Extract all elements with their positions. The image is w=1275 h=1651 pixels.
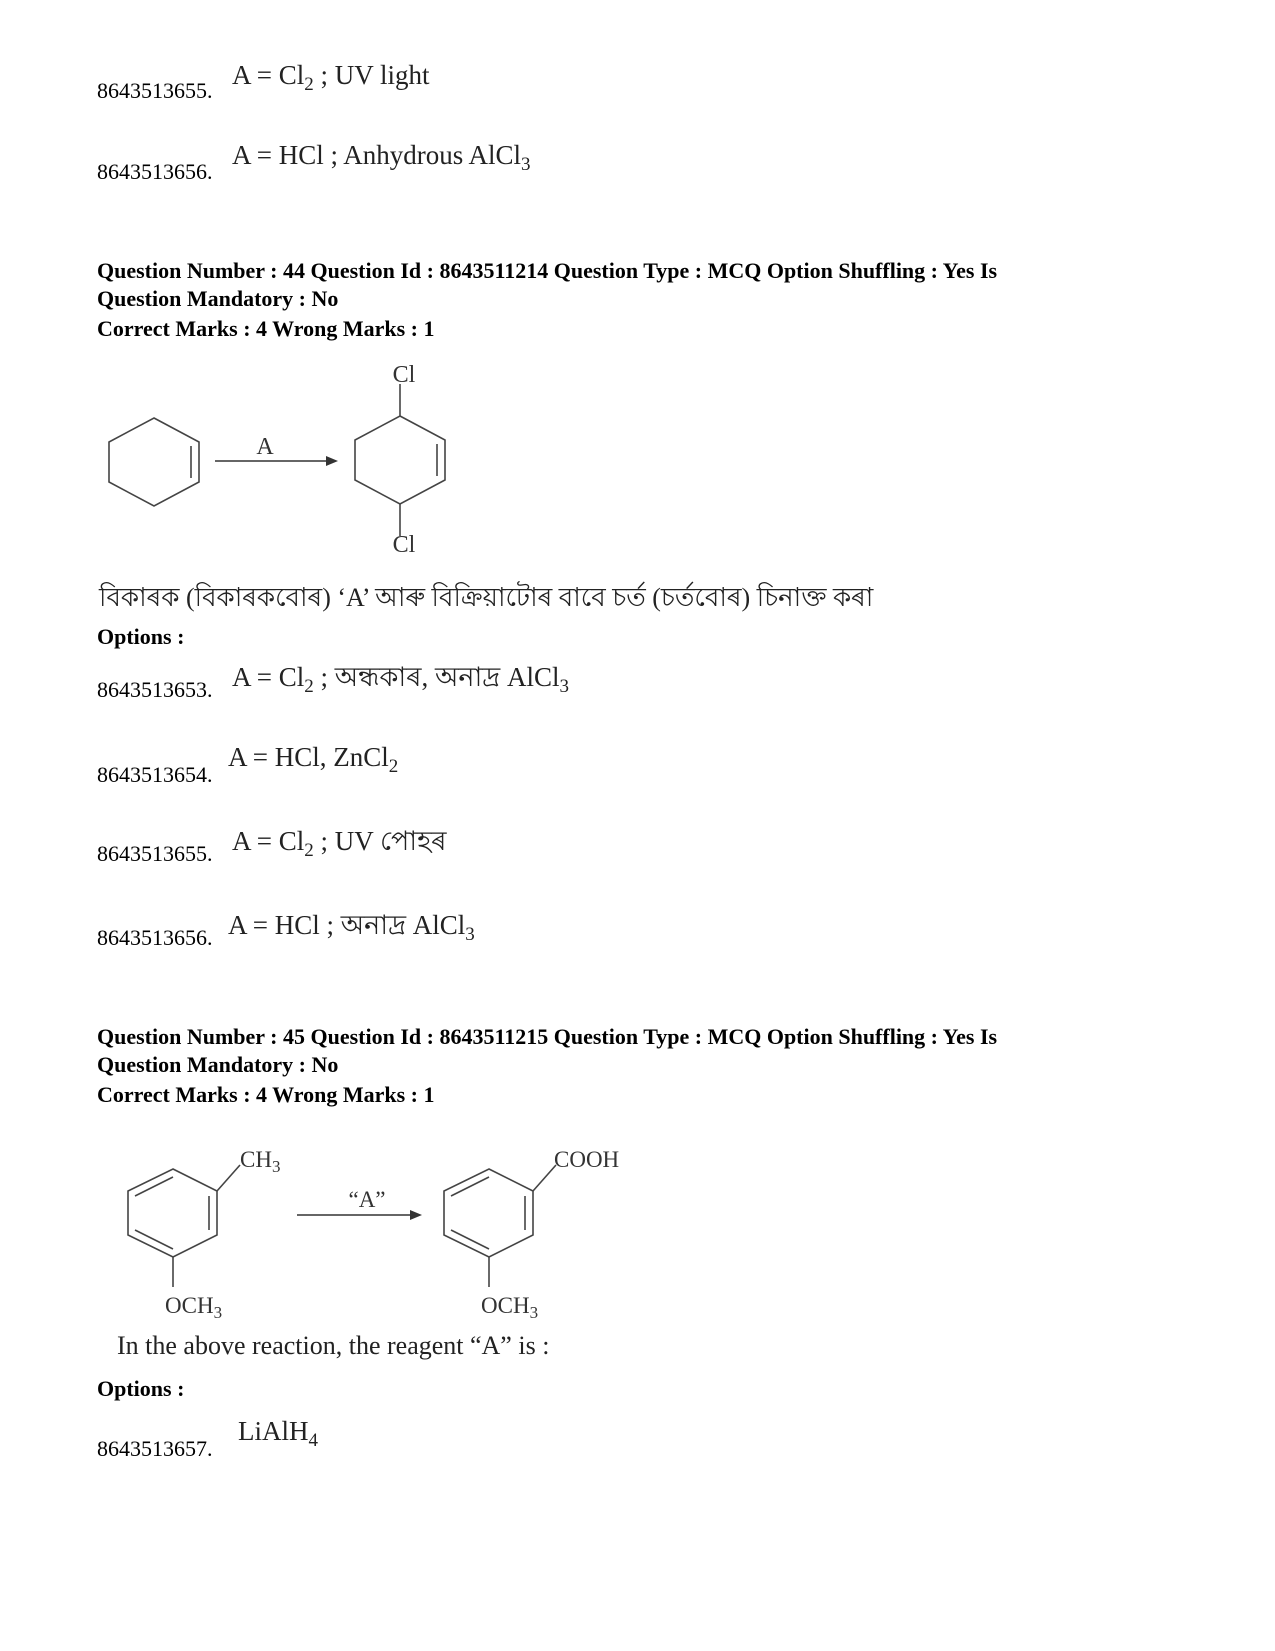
substituent-bottom: $OCH_3$ (481, 1293, 539, 1322)
option-text: A = HCl ; Anhydrous AlCl$_3$ (232, 140, 531, 175)
reaction-diagram (95, 350, 475, 565)
reactant-structure (128, 1165, 240, 1287)
product-structure (444, 1165, 556, 1287)
reaction-diagram (110, 1135, 650, 1325)
option-text: A = HCl, ZnCl$_2$ (228, 742, 399, 777)
question-text: বিকাৰক (বিকাৰকবোৰ) ‘A’ আৰু বিক্ৰিয়াটোৰ বাবে চৰ্ত (চৰ্তবোৰ) চিনাক্ত কৰা (99, 583, 874, 612)
substituent-bottom: Cl (392, 532, 416, 558)
option-id: 8643513655. (97, 841, 213, 866)
question-mandatory: Question Mandatory : No (97, 1052, 339, 1077)
option-id: 8643513657. (97, 1436, 213, 1461)
product-structure (355, 384, 445, 536)
substituent-top: Cl (392, 362, 416, 388)
question-meta-line: Question Number : 45 Question Id : 8643511215 Question Type : MCQ Option Shuffling : Yes Is (97, 1024, 998, 1049)
substituent-bottom: $OCH_3$ (165, 1293, 223, 1322)
question-meta-line: Question Number : 44 Question Id : 8643511214 Question Type : MCQ Option Shuffling : Yes Is (97, 258, 998, 283)
reaction-arrow (215, 456, 338, 466)
substituent-top: $CH_3$ (240, 1147, 281, 1176)
option-text: $A = Cl_2$ ; UV পোহৰ (232, 826, 447, 861)
option-text: $A = Cl_2$ ; অন্ধকাৰ, অনাদ্ৰ AlCl$_3$ (232, 662, 569, 697)
question-mandatory: Question Mandatory : No (97, 286, 339, 311)
option-text: LiAlH$_4$ (238, 1416, 318, 1451)
option-text: A = HCl ; অনাদ্ৰ AlCl$_3$ (228, 910, 475, 945)
options-label: Options : (97, 1376, 185, 1401)
options-label: Options : (97, 624, 185, 649)
option-id: 8643513654. (97, 762, 213, 787)
question-text: In the above reaction, the reagent “A” is : (117, 1331, 550, 1360)
reagent-label: A (256, 434, 274, 460)
question-header (97, 257, 997, 313)
question-header (97, 1023, 997, 1079)
option-id: 8643513655. (97, 78, 213, 103)
question-marks: Correct Marks : 4 Wrong Marks : 1 (97, 316, 435, 341)
option-id: 8643513656. (97, 159, 213, 184)
option-id: 8643513656. (97, 925, 213, 950)
reagent-label: “A” (348, 1187, 386, 1212)
option-id: 8643513653. (97, 677, 213, 702)
question-marks: Correct Marks : 4 Wrong Marks : 1 (97, 1082, 435, 1107)
substituent-top: COOH (554, 1147, 620, 1172)
option-text: $A = Cl_2$ ; UV light (232, 60, 430, 95)
cyclohexene-structure (109, 418, 199, 506)
